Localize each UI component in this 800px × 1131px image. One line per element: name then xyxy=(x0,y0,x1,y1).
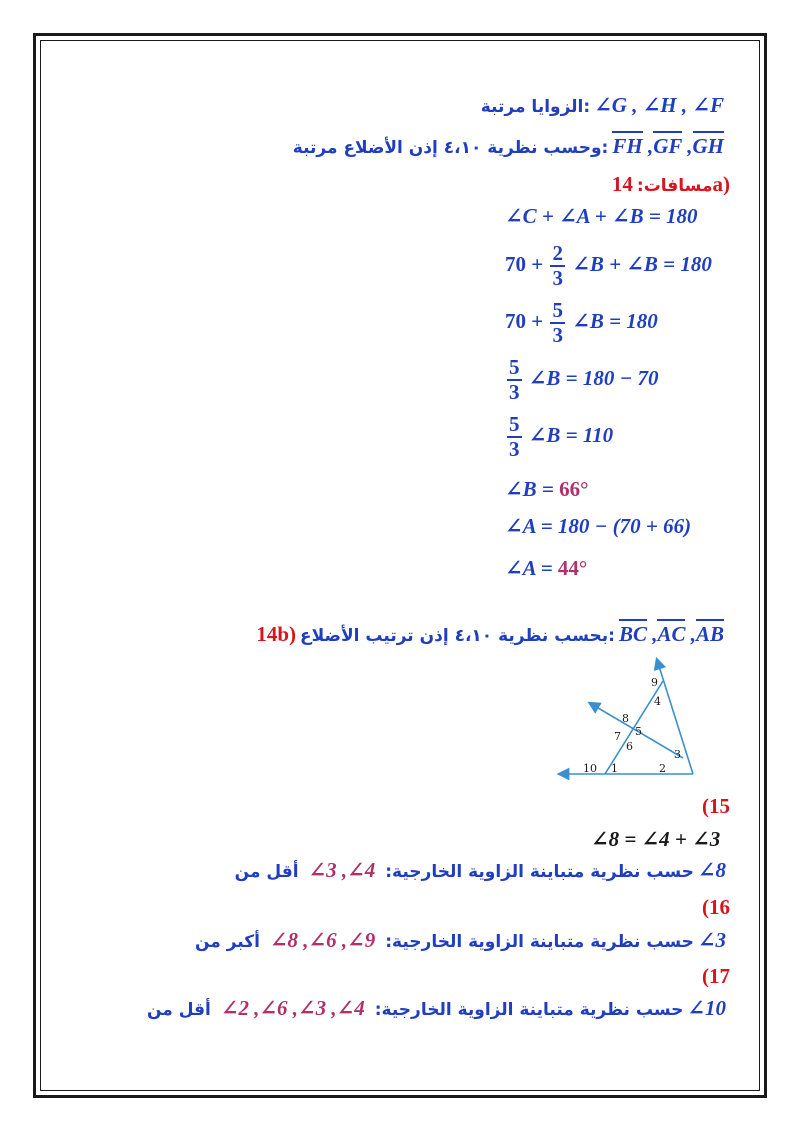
equation-8 xyxy=(505,555,587,581)
angle-label-5: 5 xyxy=(635,725,642,738)
angle-label-7: 7 xyxy=(614,730,621,743)
q15-angles: ∠3 ,∠4 xyxy=(308,858,376,882)
eq2-pre: 70 + xyxy=(505,251,544,276)
line-angles-ordered xyxy=(481,92,730,118)
eq5-num: 5 xyxy=(509,412,520,436)
eq2-fraction xyxy=(550,243,565,289)
q17-label: حسب نظرية متباينة الزاوية الخارجية: xyxy=(374,1000,684,1020)
segment-ab: AB xyxy=(696,619,724,646)
angle-label-8: 8 xyxy=(622,712,629,725)
angles-ordered-label: الزوايا مرتبة: xyxy=(480,97,591,117)
segment-ac: AC xyxy=(657,619,685,646)
equation-5 xyxy=(505,414,613,460)
eq4-post: ∠B = 180 − 70 xyxy=(528,365,659,390)
sides-ordered-label: وحسب نظرية ٤،١٠ إذن الأضلاع مرتبة: xyxy=(292,138,609,158)
eq3-pre: 70 + xyxy=(505,308,544,333)
eq8-value: 44° xyxy=(557,556,588,580)
q17-number: (17 xyxy=(702,964,730,988)
eq4-num: 5 xyxy=(509,355,520,379)
eq3-fraction xyxy=(550,300,565,346)
q15-ref: ∠8 xyxy=(697,858,726,882)
q14a-title: مسافات: xyxy=(636,176,713,196)
question-14a-heading xyxy=(612,172,730,197)
segment-gf: GF xyxy=(653,131,682,158)
q16-tail: أكبر من xyxy=(194,932,260,952)
angle-label-3: 3 xyxy=(674,748,681,761)
q15-label: حسب نظرية متباينة الزاوية الخارجية: xyxy=(385,862,694,882)
q17-statement xyxy=(147,995,730,1021)
angle-label-6: 6 xyxy=(626,740,633,753)
equation-7: ∠A = 180 − (70 + 66) xyxy=(505,514,692,538)
eq5-fraction xyxy=(507,414,522,460)
angles-ordered-expr: ∠G , ∠H , ∠F xyxy=(594,93,724,117)
q14b-segments: BC ,AC ,AB xyxy=(619,622,724,647)
q16-label: حسب نظرية متباينة الزاوية الخارجية: xyxy=(385,932,694,952)
q15-equation: ∠8 = ∠4 + ∠3 xyxy=(591,827,721,851)
triangle-diagram xyxy=(555,655,700,785)
eq4-fraction xyxy=(507,357,522,403)
q14b-number: 14b) xyxy=(256,622,297,646)
angle-label-2: 2 xyxy=(659,762,666,775)
q14a-number: 14a) xyxy=(611,172,730,196)
q15-tail: أقل من xyxy=(234,862,299,882)
sides-ordered-segments: FH ,GF ,GH xyxy=(612,134,724,159)
question-14b-line xyxy=(256,622,730,647)
eq2-post: ∠B + ∠B = 180 xyxy=(572,251,712,276)
eq3-num: 5 xyxy=(552,298,563,322)
segment-bc: BC xyxy=(619,619,647,646)
angle-label-4: 4 xyxy=(654,695,661,708)
q17-angles: ∠2 ,∠6 ,∠3 ,∠4 xyxy=(220,996,365,1020)
segment-fh: FH xyxy=(612,131,642,158)
eq3-den: 3 xyxy=(552,323,563,347)
eq2-num: 2 xyxy=(552,241,563,265)
angle-label-9: 9 xyxy=(651,676,658,689)
eq4-den: 3 xyxy=(509,380,520,404)
q15-number: (15 xyxy=(702,794,730,818)
q17-tail: أقل من xyxy=(146,1000,211,1020)
eq5-den: 3 xyxy=(509,437,520,461)
equation-1: ∠C + ∠A + ∠B = 180 xyxy=(505,204,698,228)
equation-2 xyxy=(505,243,712,289)
q16-ref: ∠3 xyxy=(697,928,726,952)
eq3-post: ∠B = 180 xyxy=(572,308,658,333)
eq2-den: 3 xyxy=(552,266,563,290)
q15-statement xyxy=(235,857,730,883)
segment-gh: GH xyxy=(693,131,725,158)
q17-ref: ∠10 xyxy=(687,996,726,1020)
equation-4 xyxy=(505,357,659,403)
q16-statement xyxy=(195,927,730,953)
equation-6 xyxy=(505,476,588,502)
eq8-pre: ∠A = xyxy=(505,556,553,580)
eq5-post: ∠B = 110 xyxy=(528,422,614,447)
equation-3 xyxy=(505,300,658,346)
q16-angles: ∠8 ,∠6 ,∠9 xyxy=(269,928,376,952)
eq6-value: 66° xyxy=(559,477,589,501)
angle-label-1: 1 xyxy=(611,762,618,775)
eq6-pre: ∠B = xyxy=(505,477,554,501)
angle-label-10: 10 xyxy=(583,762,597,775)
q14b-label: بحسب نظرية ٤،١٠ إذن ترتيب الأضلاع: xyxy=(300,626,615,646)
line-sides-ordered xyxy=(293,134,730,159)
q16-number: (16 xyxy=(702,895,730,919)
